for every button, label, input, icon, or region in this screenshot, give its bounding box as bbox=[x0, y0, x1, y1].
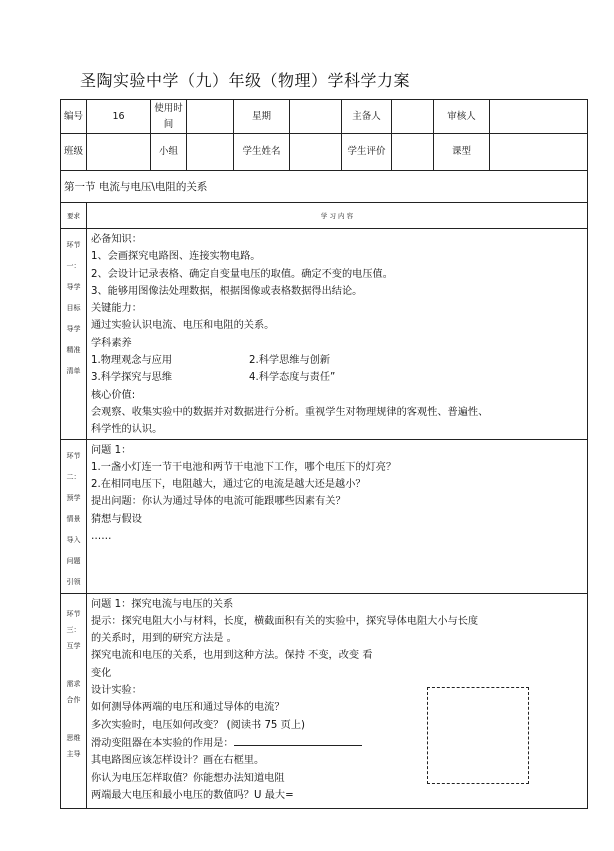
part2-content bbox=[87, 439, 588, 593]
text-line: 多次实验时，电压如何改变？ (阅读书 75 页上) bbox=[91, 719, 306, 731]
part3-label-line: 环节 bbox=[66, 609, 81, 618]
value-class[interactable] bbox=[87, 134, 151, 171]
text-line: 通过实验认识电流、电压和电阻的关系。 bbox=[91, 320, 275, 332]
literacy-item: 4.科学态度与责任” bbox=[249, 372, 336, 384]
part2-label-line: 问题 bbox=[66, 556, 81, 565]
value-number: 16 bbox=[87, 100, 151, 134]
page-title: 圣陶实验中学（九）年级（物理）学科学力案 bbox=[80, 71, 411, 90]
text-line: 变化 bbox=[91, 667, 112, 679]
part2-label bbox=[61, 439, 87, 593]
answer-blank[interactable] bbox=[234, 734, 362, 746]
text-line: 关键能力： bbox=[91, 303, 142, 315]
text-line: 2.在相同电压下，电阻越大，通过它的电流是越大还是越小？ bbox=[91, 479, 366, 491]
literacy-item: 3.科学探究与思维 bbox=[91, 372, 173, 384]
value-use-time[interactable] bbox=[187, 100, 234, 134]
part1-label-line: 环节 bbox=[66, 241, 81, 249]
label-student-eval: 学生评价 bbox=[342, 134, 392, 171]
value-reviewer[interactable] bbox=[490, 100, 588, 134]
label-use-time: 使用时间 bbox=[151, 100, 187, 134]
part2-label-line: 预学 bbox=[66, 493, 81, 502]
part3-label-line: 主导 bbox=[66, 749, 81, 758]
text-line: 1、会画探究电路图、连接实物电路。 bbox=[91, 251, 261, 263]
text-line: 会观察、收集实验中的数据并对数据进行分析。重视学生对物理规律的客观性、普遍性、 bbox=[91, 406, 489, 418]
value-group[interactable] bbox=[187, 134, 234, 171]
text-line: 探究电流和电压的关系，也用到这种方法。保持 不变，改变 看 bbox=[91, 650, 373, 662]
section-row bbox=[61, 171, 588, 203]
part3-row bbox=[61, 593, 588, 808]
text-line: 2、会设计记录表格、确定自变量电压的取值。确定不变的电压值。 bbox=[91, 268, 393, 280]
requirement-row bbox=[61, 203, 588, 229]
text-line: 学科素养 bbox=[91, 337, 132, 349]
text-line: 你认为电压怎样取值？你能想办法知道电阻 bbox=[91, 772, 285, 784]
part3-label-line: 需求 bbox=[66, 679, 81, 688]
label-student-name: 学生姓名 bbox=[234, 134, 290, 171]
part1-content bbox=[87, 229, 588, 440]
part1-label bbox=[61, 229, 87, 440]
part1-label-line: 导学 bbox=[66, 325, 81, 333]
part1-label-line: 精准 bbox=[66, 346, 81, 354]
literacy-row bbox=[91, 369, 583, 386]
part3-label-line: 互学 bbox=[66, 641, 81, 650]
text-line: 设计实验： bbox=[91, 685, 142, 697]
part1-row bbox=[61, 229, 588, 440]
part1-label-line: 目标 bbox=[66, 304, 81, 312]
requirement-label: 要求 bbox=[61, 203, 87, 229]
value-preparer[interactable] bbox=[392, 100, 434, 134]
text-line: 必备知识： bbox=[91, 234, 142, 245]
text-line: 如何测导体两端的电压和通过导体的电流？ bbox=[91, 702, 285, 714]
header-row-2 bbox=[61, 134, 588, 171]
value-weekday[interactable] bbox=[290, 100, 342, 134]
text-line: 科学性的认识。 bbox=[91, 424, 163, 436]
label-preparer: 主备人 bbox=[342, 100, 392, 134]
text-line: 问题 1： bbox=[91, 444, 132, 456]
literacy-row bbox=[91, 352, 583, 369]
part2-row bbox=[61, 439, 588, 593]
label-class: 班级 bbox=[61, 134, 87, 171]
part3-label-spacer bbox=[61, 654, 86, 676]
text-line: …… bbox=[91, 531, 112, 543]
part1-label-line: 清单 bbox=[66, 367, 81, 375]
part3-label-line: 三： bbox=[66, 625, 81, 634]
part3-label bbox=[61, 593, 87, 808]
part2-label-line: 情景 bbox=[66, 514, 81, 523]
text-line: 的关系时，用到的研究方法是 。 bbox=[91, 633, 237, 645]
value-lesson-type[interactable] bbox=[490, 134, 588, 171]
literacy-item: 1.物理观念与应用 bbox=[91, 355, 173, 367]
part1-label-line: 导学 bbox=[66, 283, 81, 291]
text-line: 核心价值: bbox=[91, 389, 136, 401]
part3-content bbox=[87, 593, 588, 808]
text-line: 提示：探究电阻大小与材料，长度，横截面积有关的实验中，探究导体电阻大小与长度 bbox=[91, 615, 479, 627]
part2-label-line: 二： bbox=[66, 472, 81, 481]
circuit-drawing-box[interactable] bbox=[427, 687, 529, 784]
label-number: 编号 bbox=[61, 100, 87, 134]
value-student-eval[interactable] bbox=[392, 134, 434, 171]
label-reviewer: 审核人 bbox=[434, 100, 490, 134]
text-line: 问题 1：探究电流与电压的关系 bbox=[91, 598, 234, 610]
text-line: 猜想与假设 bbox=[91, 513, 142, 525]
text-line: 提出问题：你认为通过导体的电流可能跟哪些因素有关？ bbox=[91, 496, 346, 508]
requirement-content: 学 习 内 容 bbox=[87, 203, 588, 229]
part3-label-line: 思维 bbox=[66, 733, 81, 742]
literacy-item: 2.科学思维与创新 bbox=[249, 355, 331, 367]
header-row-1 bbox=[61, 100, 588, 134]
part2-label-line: 环节 bbox=[66, 451, 81, 460]
text-line: 其电路图应该怎样设计？画在右框里。 bbox=[91, 755, 265, 767]
part3-label-spacer bbox=[61, 708, 86, 730]
part2-label-line: 引领 bbox=[66, 577, 81, 586]
value-student-name[interactable] bbox=[290, 134, 342, 171]
text-line: 1.一盏小灯连一节干电池和两节干电池下工作，哪个电压下的灯亮？ bbox=[91, 461, 397, 473]
section-title: 第一节 电流与电压\电阻的关系 bbox=[61, 171, 588, 203]
part3-label-line: 合作 bbox=[66, 695, 81, 704]
label-lesson-type: 课型 bbox=[434, 134, 490, 171]
label-group: 小组 bbox=[151, 134, 187, 171]
part1-label-line: 一： bbox=[66, 262, 81, 270]
label-weekday: 星期 bbox=[234, 100, 290, 134]
text-line: 滑动变阻器在本实验的作用是： bbox=[91, 737, 234, 749]
text-line: 两端最大电压和最小电压的数值吗？U 最大= bbox=[91, 789, 294, 801]
text-line: 3、能够用图像法处理数据，根据图像或表格数据得出结论。 bbox=[91, 285, 363, 297]
part2-label-line: 导入 bbox=[66, 535, 81, 544]
lesson-table bbox=[60, 99, 588, 809]
